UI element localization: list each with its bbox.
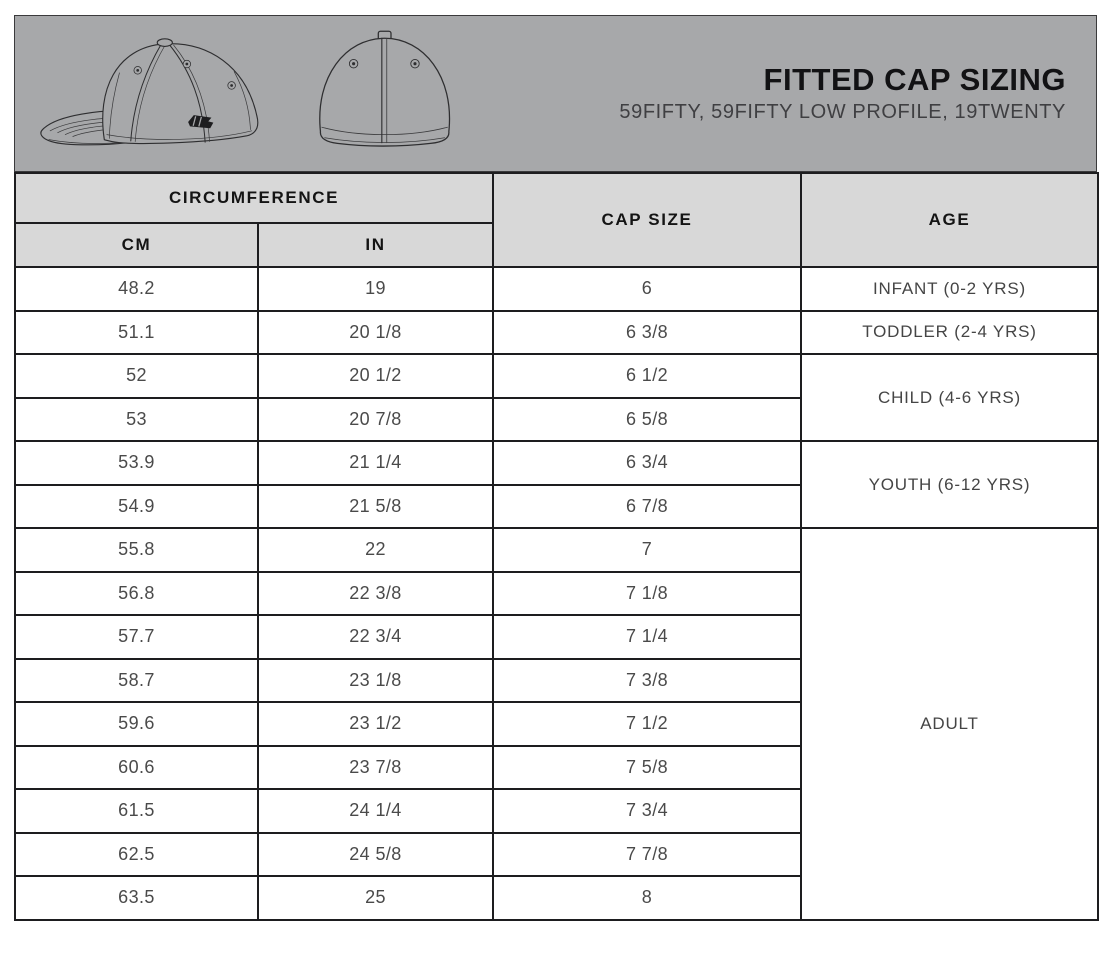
circumference-in-cell: 22 3/4: [258, 615, 493, 659]
circumference-in-cell: 21 5/8: [258, 485, 493, 529]
circumference-in-cell: 24 1/4: [258, 789, 493, 833]
cap-illustrations: [35, 27, 461, 160]
circumference-cm-cell: 59.6: [15, 702, 258, 746]
circumference-in-cell: 23 1/8: [258, 659, 493, 703]
circumference-cm-cell: 61.5: [15, 789, 258, 833]
circumference-in-cell: 23 1/2: [258, 702, 493, 746]
cap-size-cell: 6 5/8: [493, 398, 801, 442]
cap-back-view-icon: [309, 27, 461, 154]
column-header-age: AGE: [801, 173, 1098, 267]
age-group-cell: ADULT: [801, 528, 1098, 920]
column-header-cap-size: CAP SIZE: [493, 173, 801, 267]
circumference-in-cell: 22: [258, 528, 493, 572]
sizing-table: [14, 172, 1099, 921]
column-header-cm: CM: [15, 223, 258, 267]
circumference-in-cell: 22 3/8: [258, 572, 493, 616]
header-row-group: [15, 173, 1098, 223]
age-group-cell: INFANT (0-2 YRS): [801, 267, 1098, 311]
page-subtitle: 59FIFTY, 59FIFTY LOW PROFILE, 19TWENTY: [619, 100, 1066, 123]
age-group-cell: YOUTH (6-12 YRS): [801, 441, 1098, 528]
cap-size-cell: 7 1/2: [493, 702, 801, 746]
banner-titles: [619, 63, 1066, 123]
table-row: [15, 441, 1098, 485]
circumference-in-cell: 25: [258, 876, 493, 920]
cap-size-cell: 7 5/8: [493, 746, 801, 790]
circumference-cm-cell: 51.1: [15, 311, 258, 355]
circumference-cm-cell: 57.7: [15, 615, 258, 659]
cap-size-cell: 6 3/4: [493, 441, 801, 485]
circumference-cm-cell: 62.5: [15, 833, 258, 877]
cap-size-cell: 6 1/2: [493, 354, 801, 398]
table-row: [15, 354, 1098, 398]
cap-size-cell: 6 7/8: [493, 485, 801, 529]
age-group-cell: TODDLER (2-4 YRS): [801, 311, 1098, 355]
cap-size-cell: 8: [493, 876, 801, 920]
cap-size-cell: 7 3/8: [493, 659, 801, 703]
cap-size-cell: 7 1/4: [493, 615, 801, 659]
age-group-cell: CHILD (4-6 YRS): [801, 354, 1098, 441]
circumference-cm-cell: 55.8: [15, 528, 258, 572]
circumference-cm-cell: 63.5: [15, 876, 258, 920]
circumference-cm-cell: 60.6: [15, 746, 258, 790]
cap-size-cell: 6 3/8: [493, 311, 801, 355]
page-title: FITTED CAP SIZING: [763, 62, 1066, 98]
cap-size-cell: 7 7/8: [493, 833, 801, 877]
table-row: [15, 528, 1098, 572]
table-row: [15, 311, 1098, 355]
circumference-in-cell: 23 7/8: [258, 746, 493, 790]
cap-size-cell: 6: [493, 267, 801, 311]
circumference-in-cell: 21 1/4: [258, 441, 493, 485]
circumference-cm-cell: 53: [15, 398, 258, 442]
cap-size-cell: 7 3/4: [493, 789, 801, 833]
circumference-cm-cell: 54.9: [15, 485, 258, 529]
circumference-cm-cell: 48.2: [15, 267, 258, 311]
cap-size-cell: 7 1/8: [493, 572, 801, 616]
column-header-in: IN: [258, 223, 493, 267]
circumference-in-cell: 19: [258, 267, 493, 311]
circumference-cm-cell: 52: [15, 354, 258, 398]
circumference-in-cell: 20 7/8: [258, 398, 493, 442]
circumference-cm-cell: 56.8: [15, 572, 258, 616]
cap-side-view-icon: [35, 27, 265, 154]
circumference-in-cell: 20 1/8: [258, 311, 493, 355]
table-row: [15, 267, 1098, 311]
header-banner: [14, 15, 1097, 172]
circumference-cm-cell: 53.9: [15, 441, 258, 485]
circumference-in-cell: 24 5/8: [258, 833, 493, 877]
cap-size-cell: 7: [493, 528, 801, 572]
circumference-cm-cell: 58.7: [15, 659, 258, 703]
column-header-circumference: CIRCUMFERENCE: [15, 173, 493, 223]
circumference-in-cell: 20 1/2: [258, 354, 493, 398]
